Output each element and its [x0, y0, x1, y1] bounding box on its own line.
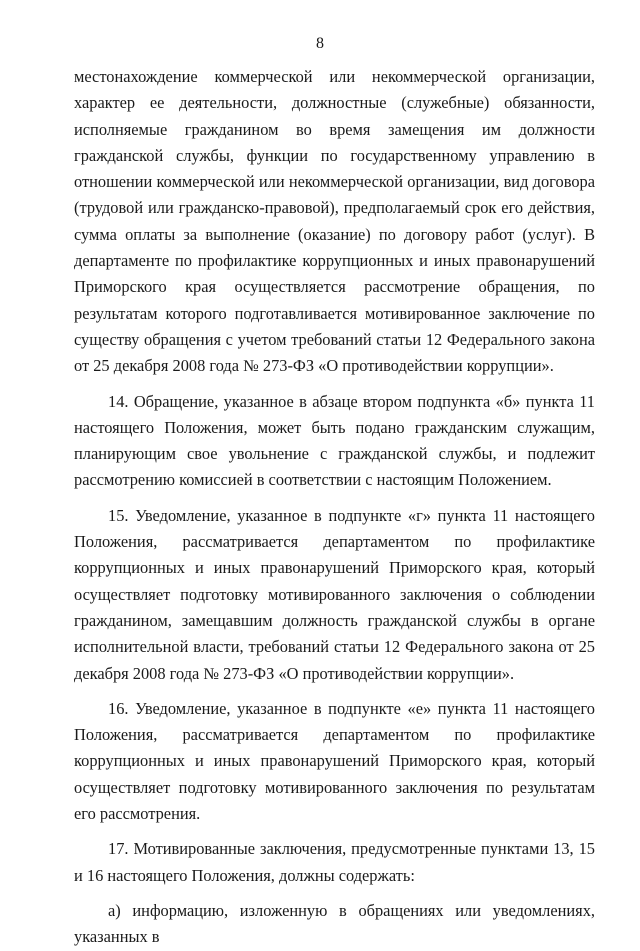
paragraph-item-14: 14. Обращение, указанное в абзаце втором подпункта «б» пункта 11 настоящего Положения, может быть подано гражданским служащим, планирующим свое увольнение с гражданской службы, и подлежит рассмотрению комиссией в соответствии с настоящим Положением. [74, 391, 595, 490]
paragraph-subitem-a: а) информацию, изложенную в обращениях или уведомлениях, указанных в [74, 900, 595, 947]
paragraph-item-17: 17. Мотивированные заключения, предусмотренные пунктами 13, 15 и 16 настоящего Положения, должны содержать: [74, 839, 595, 885]
paragraph-item-15: 15. Уведомление, указанное в подпункте «г» пункта 11 настоящего Положения, рассматривается департаментом по профилактике коррупционных и иных правонарушений Приморского края, который осуществляет подготовку мотивированного заключения о соблюдении гражданином, замещавшим должность гражданской службы в органе исполнительной власти, требований статьи 12 Федерального закона от 25 декабря 2008 года № 273-ФЗ «О противодействии коррупции». [74, 505, 595, 683]
paragraph-continuation: местонахождение коммерческой или некоммерческой организации, характер ее деятельности, должностные (служебные) обязанности, исполняемые гражданином во время замещения им должности гражданской службы, функции по государственному управлению в отношении коммерческой или некоммерческой организации, вид договора (трудовой или гражданско-правовой), предполагаемый срок его действия, сумма оплаты за выполнение (оказание) по договору работ (услуг). В департаменте по профилактике коррупционных и иных правонарушений Приморского края осуществляется рассмотрение обращения, по результатам которого подготавливается мотивированное заключение по существу обращения с учетом требований статьи 12 Федерального закона от 25 декабря 2008 года № 273-ФЗ «О противодействии коррупции». [74, 67, 595, 376]
page-number: 8 [316, 35, 324, 52]
document-body [74, 64, 595, 951]
paragraph-item-16: 16. Уведомление, указанное в подпункте «е» пункта 11 настоящего Положения, рассматривается департаментом по профилактике коррупционных и иных правонарушений Приморского края, который осуществляет подготовку мотивированного заключения по результатам его рассмотрения. [74, 698, 595, 824]
